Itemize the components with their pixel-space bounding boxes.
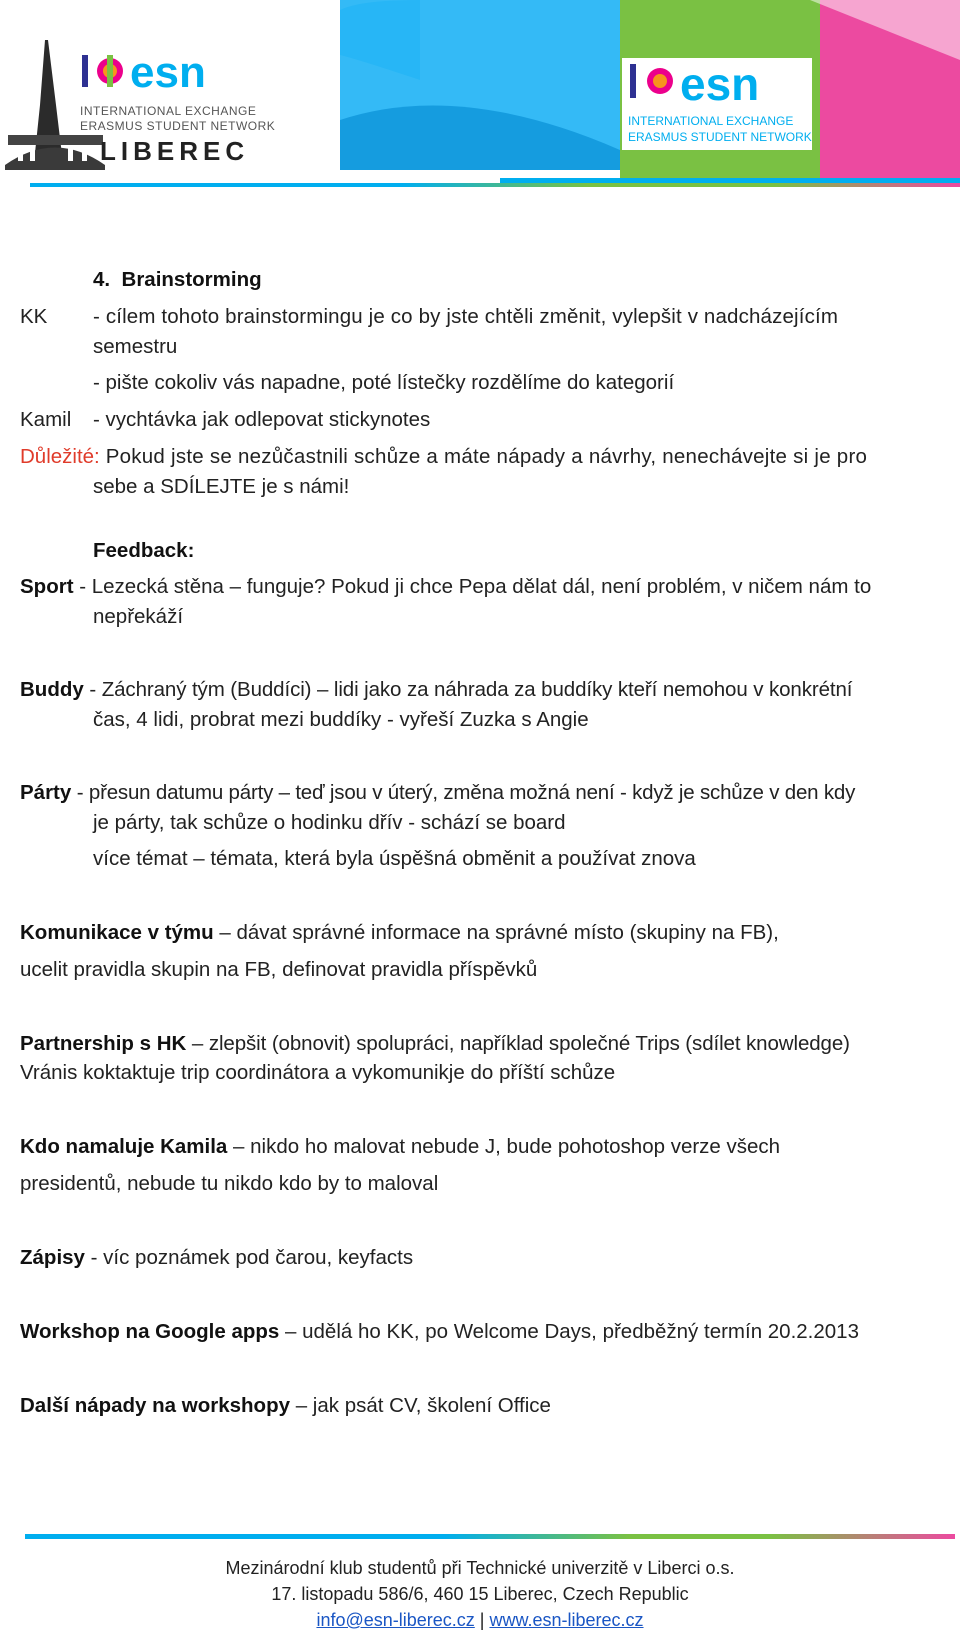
buddy-line2: čas, 4 lidi, probrat mezi buddíky - vyřeší Zuzka s Angie: [93, 708, 589, 731]
important-line2: sebe a SDÍLEJTE je s námi!: [93, 475, 350, 498]
dalsi-label: Další nápady na workshopy: [20, 1394, 290, 1417]
party-line1: - přesun datumu párty – teď jsou v úterý, změna možná není - když je schůze v den kdy: [71, 781, 856, 804]
esn-wordmark-right: esn: [680, 58, 760, 110]
kamila-line1: – nikdo ho malovat nebude J, bude pohotoshop verze všech: [227, 1135, 781, 1158]
logo-right-line1: INTERNATIONAL EXCHANGE: [628, 114, 794, 128]
dalsi-row: [20, 1390, 551, 1421]
buddy-label: Buddy: [20, 678, 84, 701]
footer-rule: [25, 1534, 955, 1539]
komunikace-row: [20, 917, 779, 948]
party-line3: více témat – témata, která byla úspěšná obměnit a používat znova: [93, 847, 696, 870]
dalsi-line1: – jak psát CV, školení Office: [290, 1394, 551, 1417]
footer-org: Mezinárodní klub studentů při Technické univerzitě v Liberci o.s.: [225, 1558, 735, 1578]
kamila-line2: presidentů, nebude tu nikdo kdo by to maloval: [20, 1172, 439, 1195]
important-row: [20, 441, 867, 472]
zapisy-line1: - víc poznámek pod čarou, keyfacts: [84, 1246, 414, 1269]
footer-contacts: [0, 1607, 960, 1633]
kk-line2: semestru: [93, 335, 178, 358]
zapisy-row: [20, 1242, 413, 1273]
kk-row: [20, 301, 838, 332]
footer-web-link[interactable]: www.esn-liberec.cz: [489, 1610, 644, 1630]
section-title: Brainstorming: [121, 268, 262, 291]
kk-line1: - cílem tohoto brainstormingu je co by jste chtěli změnit, vylepšit v nadcházejícím: [93, 305, 839, 328]
party-line2: je párty, tak schůze o hodinku dřív - schází se board: [93, 811, 566, 834]
zapisy-label: Zápisy: [20, 1246, 85, 1269]
section-number: 4.: [93, 268, 111, 291]
workshop-label: Workshop na Google apps: [20, 1320, 280, 1343]
workshop-row: [20, 1316, 859, 1347]
bullet-line: - pište cokoliv vás napadne, poté lístečky rozdělíme do kategorií: [93, 371, 675, 394]
sport-line1: - Lezecká stěna – funguje? Pokud ji chce Pepa dělat dál, není problém, v ničem nám to: [73, 575, 872, 598]
sport-label: Sport: [20, 575, 74, 598]
kamil-text: - vychtávka jak odlepovat stickynotes: [93, 408, 431, 431]
footer: [0, 1555, 960, 1633]
logo-right-line2: ERASMUS STUDENT NETWORK: [628, 130, 812, 144]
komunikace-line2: ucelit pravidla skupin na FB, definovat pravidla příspěvků: [20, 958, 538, 981]
komunikace-label: Komunikace v týmu: [20, 921, 214, 944]
kamil-tag: Kamil: [20, 408, 72, 431]
party-row: [20, 777, 855, 808]
partnership-line1: – zlepšit (obnovit) spolupráci, například společné Trips (sdílet knowledge): [186, 1032, 850, 1055]
section-heading: [93, 264, 262, 295]
esn-wordmark: esn: [130, 48, 206, 97]
esn-liberec-logo: [0, 35, 290, 185]
esn-star-icon: [82, 55, 123, 87]
footer-separator: |: [474, 1610, 490, 1630]
header-rule: [30, 183, 960, 187]
komunikace-line1: – dávat správné informace na správné místo (skupiny na FB),: [213, 921, 779, 944]
important-label: Důležité:: [20, 445, 100, 468]
footer-address: 17. listopadu 586/6, 460 15 Liberec, Czech Republic: [271, 1584, 689, 1604]
partnership-row: [20, 1028, 850, 1059]
sport-row: [20, 571, 871, 602]
feedback-heading: Feedback:: [93, 539, 195, 562]
logo-line2: ERASMUS STUDENT NETWORK: [80, 119, 276, 133]
important-line1: Pokud jste se nezůčastnili schůze a máte nápady a návrhy, nenechávejte si je pro: [99, 445, 868, 468]
kk-tag: KK: [20, 305, 48, 328]
kamil-row: [20, 404, 430, 435]
sport-line2: nepřekáží: [93, 605, 184, 628]
party-label: Párty: [20, 781, 72, 804]
letterhead: [0, 0, 960, 200]
logo-city: LIBEREC: [100, 136, 250, 166]
partnership-line2: Vránis koktaktuje trip coordinátora a vykomunikje do příští schůze: [20, 1061, 616, 1084]
buddy-row: [20, 674, 852, 705]
logo-line1: INTERNATIONAL EXCHANGE: [80, 104, 257, 118]
esn-banner-logo: [340, 0, 960, 190]
kamila-label: Kdo namaluje Kamila: [20, 1135, 228, 1158]
buddy-line1: - Záchraný tým (Buddíci) – lidi jako za náhrada za buddíky kteří nemohou v konkrétní: [83, 678, 853, 701]
partnership-label: Partnership s HK: [20, 1032, 187, 1055]
footer-email-link[interactable]: info@esn-liberec.cz: [316, 1610, 475, 1630]
kamila-row: [20, 1131, 780, 1162]
workshop-line1: – udělá ho KK, po Welcome Days, předběžný termín 20.2.2013: [279, 1320, 859, 1343]
